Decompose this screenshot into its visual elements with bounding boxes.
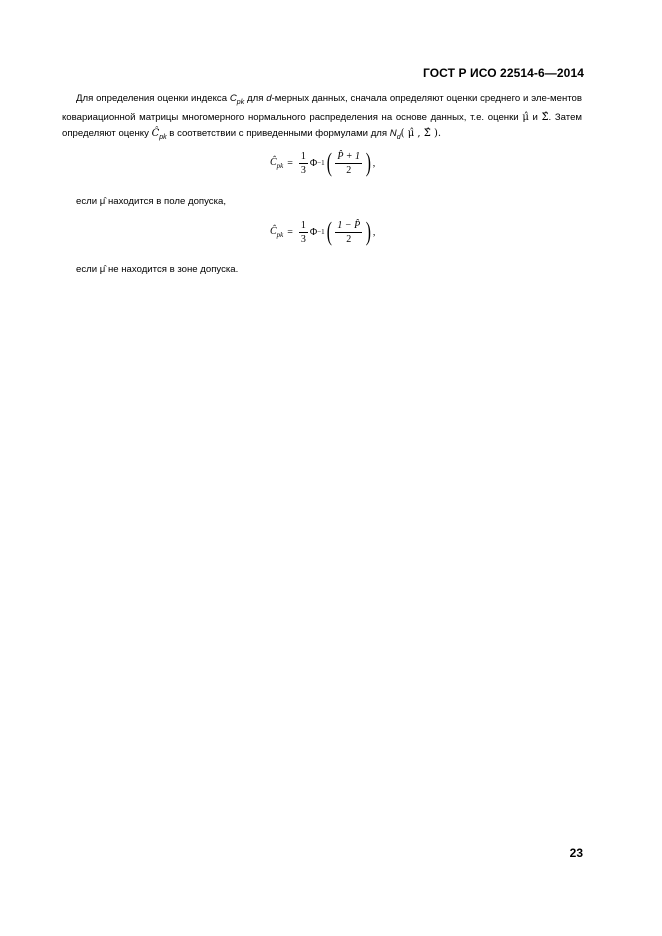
n-arguments: ( μ̂ , Σ̂ ). (400, 127, 442, 139)
cpk-hat-subscript: pk (159, 133, 167, 141)
condition-2: если μ̂ не находится в зоне допуска. (76, 264, 239, 275)
sigma-hat-symbol: Σ̂ (541, 112, 549, 124)
d-symbol: d (266, 93, 272, 104)
text-segment: для (244, 93, 267, 104)
formula-2-phi: Φ (309, 226, 318, 238)
text-segment: и (528, 112, 542, 124)
formula-1-phi-sup: −1 (317, 159, 325, 167)
cpk-hat-symbol: Ĉ (151, 127, 160, 139)
text-segment: в соответствии с приведенными формулами для (166, 127, 390, 139)
formula-1-tail: , (372, 157, 376, 169)
cpk-subscript: pk (236, 98, 245, 106)
formula-2-equals: = (287, 226, 293, 238)
formula-2-fraction: $\frac{1}{3}$ (300, 219, 306, 245)
formula-1-lhs: $Ĉ_{pk}$ (270, 156, 284, 170)
n-symbol: N (389, 127, 397, 139)
text-segment: . Затем определяют оценку (62, 112, 582, 139)
intro-paragraph (62, 91, 582, 145)
formula-2-phi-sup: −1 (317, 228, 325, 236)
document-header: ГОСТ Р ИСО 22514-6—2014 (422, 66, 584, 80)
formula-2-lhs: $Ĉ_{pk}$ (270, 225, 284, 239)
formula-1-left-paren: ( (326, 148, 332, 177)
formula-1-right-paren: ) (365, 148, 371, 177)
page-number: 23 (569, 846, 583, 860)
formula-1-inner-fraction: $\frac{P̂ + 1}{2}$ (337, 150, 361, 176)
formula-1-phi: Φ (309, 157, 318, 169)
cpk-symbol: C (229, 93, 237, 104)
formula-2-tail: , (372, 226, 376, 238)
formula-1 (270, 150, 375, 176)
text-segment: -мерных данных, сначала определяют оценки среднего и эле-ментов ковариационной матрицы многомерного нормального распределения на основе данных, т.е. оценки (62, 93, 582, 124)
mu-hat-symbol: μ̂ (522, 112, 529, 124)
formula-2-left-paren: ( (326, 217, 332, 246)
formula-2-right-paren: ) (365, 217, 372, 246)
n-subscript: d (396, 133, 401, 141)
formula-2 (270, 219, 375, 245)
text-segment: Для определения оценки индекса (76, 93, 230, 104)
formula-1-fraction: $\frac{1}{3}$ (300, 150, 306, 176)
formula-2-inner-fraction: $\frac{1 - P̂}{2}$ (337, 219, 361, 245)
formula-1-equals: = (287, 157, 293, 169)
condition-1: если μ̂ находится в поле допуска, (76, 196, 227, 207)
